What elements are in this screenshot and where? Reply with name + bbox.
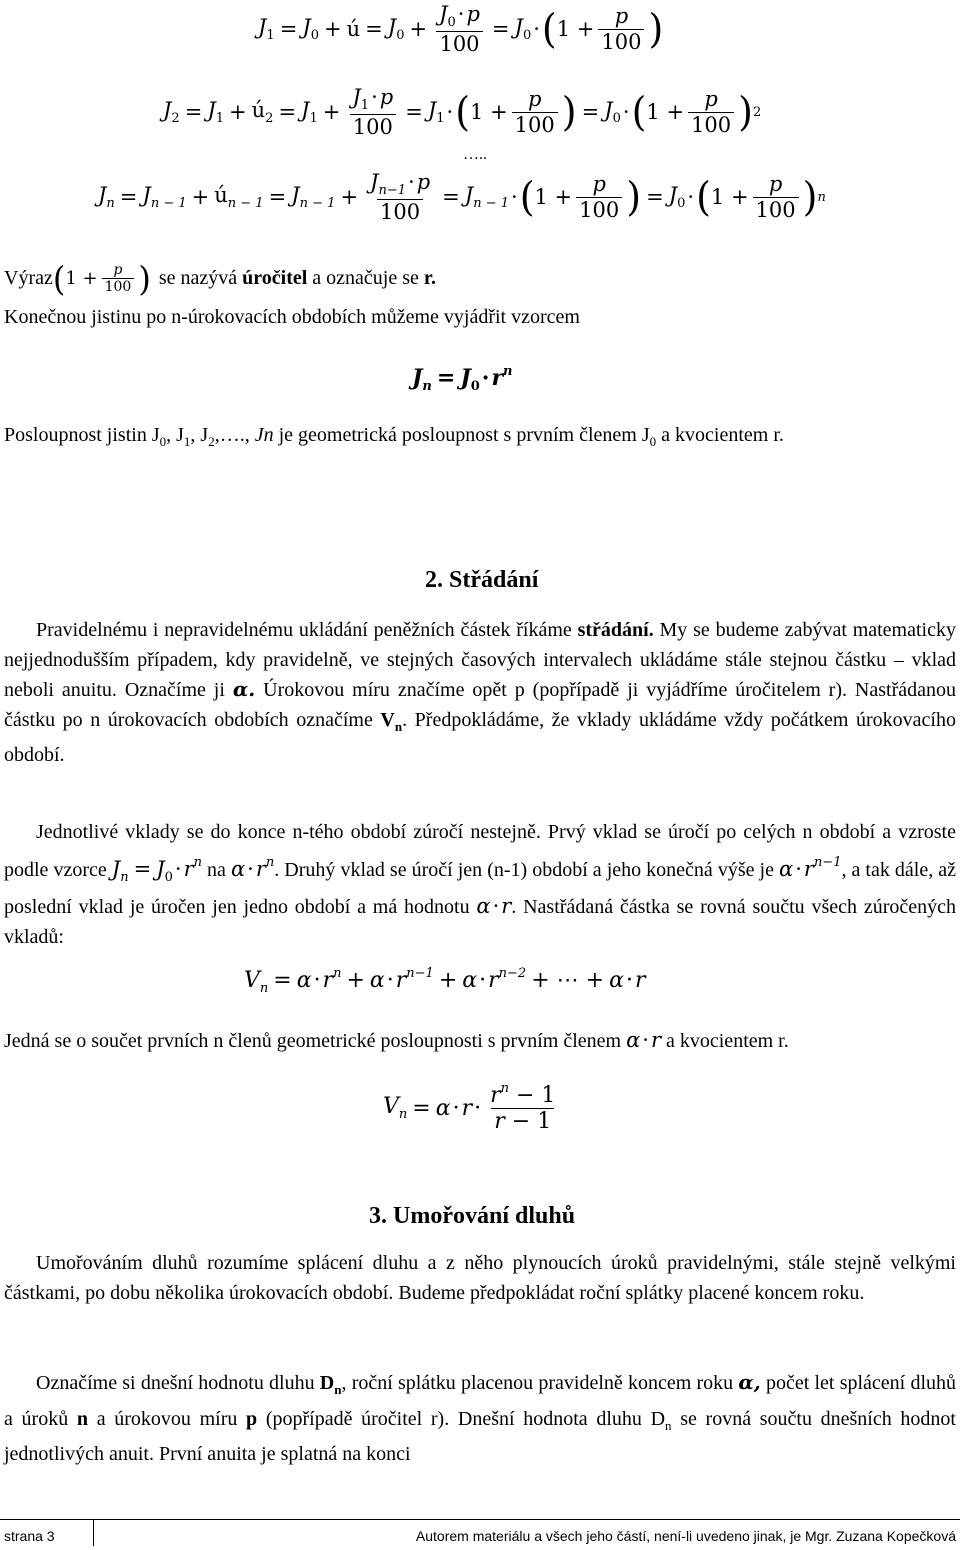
section-heading-umorovani: 3. Umořování dluhů — [369, 1203, 576, 1229]
urocitel-line: Výraz ( 1 + $\frac{p}{100}$ ) se nazývá úročitel a označuje se r. — [4, 258, 436, 299]
equation-vn-geometric: $V_n$ = α · r · $\frac{r^n - 1}{r - 1}$ — [383, 1081, 556, 1135]
stradani-paragraph-1: Pravidelnému i nepravidelnému ukládání peněžních částek říkáme střádání. My se budeme zabývat matematicky nejjednodušším případem, kdy pravidelně, ve stejných časových intervalech ukládáme stále stejnou částku – vklad neboli anuitu. Označíme ji α. Úrokovou míru značíme opět p (popřípadě ji vyjádříme úročitelem r). Nastřádanou částku po n úrokovacích obdobích označíme $V_n$. Předpokládáme, že vklady ukládáme vždy počátkem úrokovacího období. — [4, 619, 956, 766]
footer-page-number: strana 3 — [4, 1528, 55, 1544]
stradani-paragraph-3: Jedná se o součet prvních n členů geometrické posloupnosti s prvním členem α·r a kvocientem r. — [4, 1028, 789, 1052]
equation-vn-sum: $V_n = \alpha\cdot r^n + \alpha\cdot r^{n-1} + \alpha\cdot r^{n-2}$ + ⋯ + α·r — [244, 966, 646, 996]
page-footer — [0, 1519, 960, 1550]
umorovani-paragraph-1: Umořováním dluhů rozumíme splácení dluhu a z něho plynoucích úroků pravidelnými, stále stejně velkými částkami, po dobu několika úrokovacích období. Budeme předpokládat roční splátky placené koncem roku. — [4, 1252, 956, 1304]
footer-divider — [93, 1520, 94, 1546]
posloupnost-paragraph: Posloupnost jistin $J_0$, $J_1$, $J_2,\dots$., Jn je geometrická posloupnost s prvním členem $J_0$ a kvocientem r. — [4, 424, 784, 449]
equation-j1: $J_1$ = $J_0$ + ú = $J_0$ + $\frac{J_0\cdot p}{100}$ = $J_0$ · ( 1 + $\frac{p}{100}$ ) — [258, 2, 664, 56]
footer-author: Autorem materiálu a všech jeho částí, není-li uvedeno jinak, je Mgr. Zuzana Kopečková — [415, 1528, 956, 1544]
equation-jn: $J_n$ = $J_{n - 1}$ + $ú_{n - 1}$ = $J_{n - 1}$ + $\frac{J_{n-1}\cdot p}{100}$ = $J_{n - 1}$ · ( 1 + $\frac{p}{100}$ ) = $J_0$ · ( 1 + $\frac{p}{100}$ ) n — [98, 170, 826, 224]
equation-jn-formula: $J_n = J_0\cdot r^n$ — [412, 364, 513, 394]
stradani-paragraph-2: Jednotlivé vklady se do konce n-tého období zúročí nestejně. Prvý vklad se úročí po celých n období a vzroste podle vzorce $J_n = J_0\cdot r^n$ na $\alpha\cdot r^n$. Druhý vklad se úročí jen (n-1) období a jeho konečná výše je $\alpha\cdot r^{n-1}$, a tak dále, až poslední vklad je úročen jen jedno období a má hodnotu α·r. Nastřádaná částka se rovná součtu všech zúročených vkladů: — [4, 821, 956, 948]
equation-j2: $J_2$ = $J_1$ + $ú_2$ = $J_1$ + $\frac{J_1\cdot p}{100}$ = $J_1$ · ( 1 + $\frac{p}{100}$ ) = $J_0$ · ( 1 + $\frac{p}{100}$ ) 2 — [163, 85, 762, 139]
equation-ellipsis: ….. — [463, 146, 487, 163]
konecnou-text: Konečnou jistinu po n-úrokovacích obdobích můžeme vyjádřit vzorcem — [4, 306, 580, 328]
umorovani-paragraph-2: Označíme si dnešní hodnotu dluhu $D_n$, roční splátku placenou pravidelně koncem roku α, počet let splácení dluhů a úroků n a úrokovou míru p (popřípadě úročitel r). Dnešní hodnota dluhu $D_n$ se rovná součtu dnešních hodnot jednotlivých anuit. První anuita je splatná na konci — [4, 1370, 956, 1465]
section-heading-stradani: 2. Střádání — [425, 567, 539, 593]
